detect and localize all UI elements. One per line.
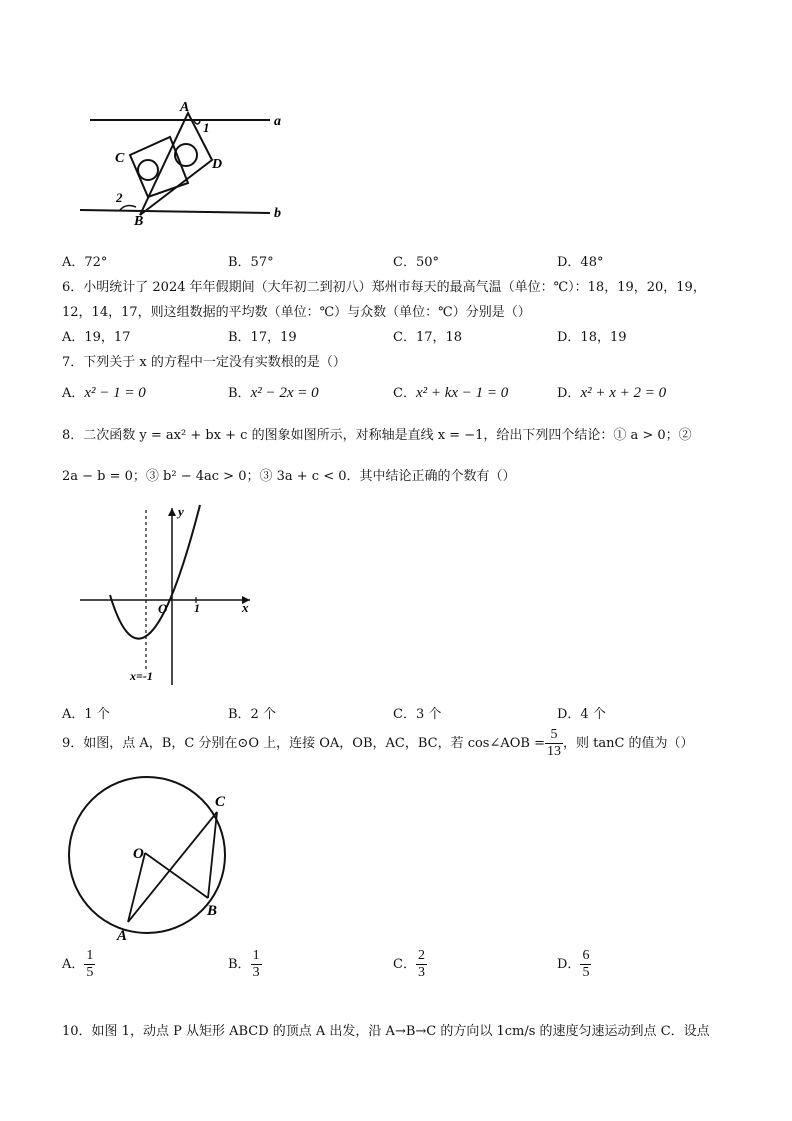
q9-option-d-num: 6	[582, 948, 590, 963]
q9-cos-fraction	[545, 727, 563, 760]
label-a: a	[274, 114, 281, 129]
q7-option-c-label: C．	[393, 386, 416, 401]
q7-option-b-eq: x² − 2x = 0	[250, 385, 319, 401]
q9-option-c-label: C．	[393, 957, 416, 972]
label-C: C	[215, 794, 226, 810]
segment-BC	[208, 812, 217, 898]
q9-option-c	[393, 948, 427, 981]
q8-option-d: D．4 个	[557, 707, 606, 722]
q9-option-a-label: A．	[62, 957, 85, 972]
q5-figure	[60, 95, 290, 225]
label-B: B	[207, 903, 218, 919]
q9-stem-post: ，则 tanC 的值为（）	[563, 736, 694, 751]
label-1: 1	[194, 601, 200, 615]
q10-stem-line1: 10．如图 1，动点 P 从矩形 ABCD 的顶点 A 出发，沿 A→B→C 的方向以 1cm/s 的速度匀速运动到点 C．设点	[62, 1024, 710, 1039]
q9-frac-num: 5	[545, 727, 563, 744]
q9-figure	[65, 770, 245, 945]
q9-option-a-den: 5	[86, 965, 94, 980]
label-1: 1	[203, 120, 210, 135]
q7-option-d-eq: x² + x + 2 = 0	[580, 385, 667, 401]
q7-stem: 7．下列关于 x 的方程中一定没有实数根的是（）	[62, 355, 346, 370]
label-A: A	[117, 928, 128, 944]
q9-option-b-den: 3	[252, 965, 260, 980]
q7-option-b	[228, 382, 319, 402]
label-B: B	[134, 214, 144, 225]
q8-stem-line2: 2a − b = 0；③ b² − 4ac > 0；③ 3a + c < 0．其中结论正确的个数有（）	[62, 469, 516, 484]
triangle-ruler	[140, 113, 212, 215]
q9-option-d-label: D．	[557, 957, 581, 972]
q6-stem-line2: 12，14，17，则这组数据的平均数（单位：℃）与众数（单位：℃）分别是（）	[62, 305, 531, 320]
q9-stem-pre: 9．如图，点 A，B，C 分别在⊙O 上，连接 OA，OB，AC，BC，若 cos∠AOB =	[62, 736, 545, 751]
label-y: y	[178, 504, 184, 519]
q6-option-d: D．18，19	[557, 330, 627, 345]
label-b: b	[274, 206, 281, 221]
q9-stem	[62, 727, 694, 760]
q6-stem-line1: 6．小明统计了 2024 年年假期间（大年初二到初八）郑州市每天的最高气温（单位：℃）：18，19，20，19，	[62, 280, 706, 295]
q9-option-b-label: B．	[228, 957, 251, 972]
q5-option-d: D．48°	[557, 255, 604, 270]
q8-option-c: C．3 个	[393, 707, 442, 722]
q9-option-a	[62, 948, 95, 981]
segment-OB	[145, 853, 208, 898]
q8-figure	[70, 500, 270, 690]
label-C: C	[115, 151, 125, 166]
q6-option-b: B．17，19	[228, 330, 297, 345]
q7-option-d	[557, 382, 666, 402]
q6-option-a: A．19，17	[62, 330, 131, 345]
q9-option-d	[557, 948, 591, 981]
q7-option-a-label: A．	[62, 386, 85, 401]
q9-frac-den: 13	[547, 744, 561, 759]
q7-option-b-label: B．	[228, 386, 251, 401]
q6-option-c: C．17，18	[393, 330, 463, 345]
label-axis: x=-1	[130, 669, 153, 683]
line-b	[80, 210, 270, 213]
q5-option-b: B．57°	[228, 255, 274, 270]
q8-option-a: A．1 个	[62, 707, 110, 722]
q9-option-d-den: 5	[582, 965, 590, 980]
q9-option-c-den: 3	[417, 965, 425, 980]
label-A: A	[180, 100, 190, 115]
label-x: x	[242, 600, 249, 615]
q9-option-b	[228, 948, 262, 981]
q5-option-c: C．50°	[393, 255, 439, 270]
label-D: D	[212, 157, 223, 172]
q7-option-a-eq: x² − 1 = 0	[84, 385, 146, 401]
q7-option-d-label: D．	[557, 386, 581, 401]
q9-option-b-num: 1	[252, 948, 260, 963]
label-O: O	[133, 846, 144, 862]
q8-stem-line1: 8．二次函数 y = ax² + bx + c 的图象如图所示，对称轴是直线 x = −1，给出下列四个结论：① a > 0；②	[62, 428, 692, 443]
label-O: O	[158, 601, 168, 616]
q7-option-c-eq: x² + kx − 1 = 0	[415, 385, 509, 401]
q7-option-a	[62, 382, 146, 402]
q9-option-c-num: 2	[417, 948, 425, 963]
q8-option-b: B．2 个	[228, 707, 276, 722]
q7-option-c	[393, 382, 508, 402]
q5-option-a: A．72°	[62, 255, 108, 270]
parabola	[110, 505, 200, 639]
q9-option-a-num: 1	[86, 948, 94, 963]
label-2: 2	[116, 190, 123, 205]
